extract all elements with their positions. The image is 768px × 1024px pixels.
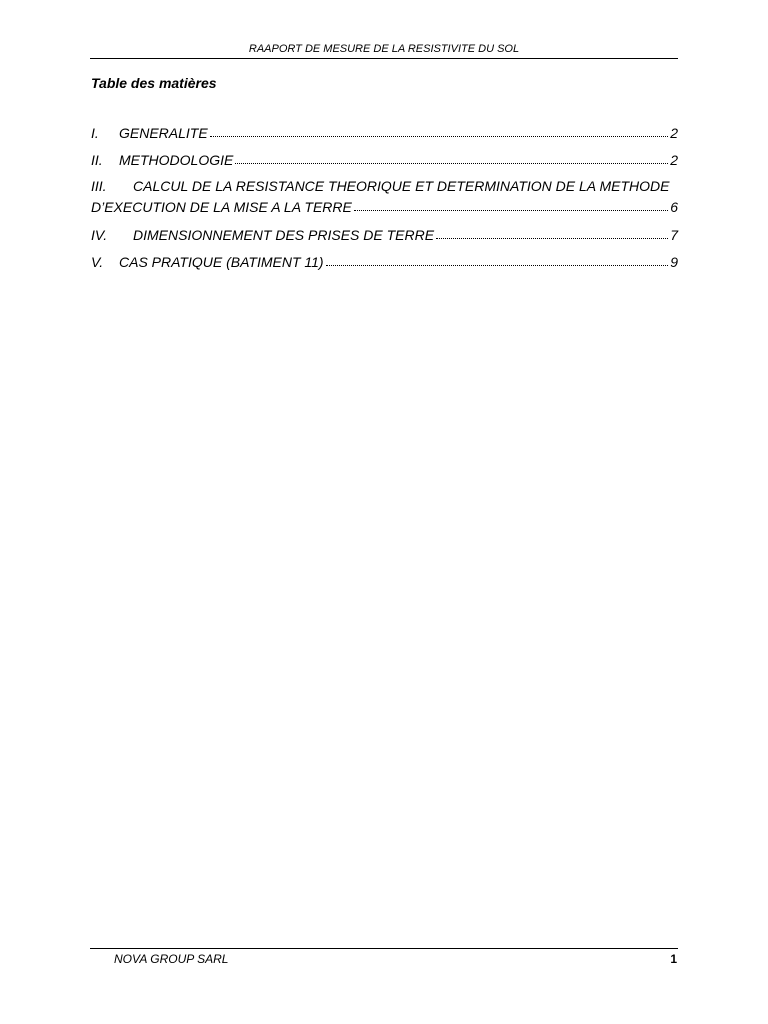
toc-entry-title: METHODOLOGIE: [119, 152, 234, 168]
toc-entry-page: 2: [670, 125, 678, 141]
toc-entry-title-line2: D’EXECUTION DE LA MISE A LA TERRE: [91, 199, 352, 215]
toc-entry-dimensionnement[interactable]: [91, 225, 678, 246]
toc-entry-number: V.: [91, 254, 104, 270]
toc-entry-number: II.: [91, 152, 103, 168]
toc-entry-title: CAS PRATIQUE (BATIMENT 11): [119, 254, 324, 270]
header-divider: [90, 58, 678, 59]
toc-title: Table des matières: [91, 75, 217, 91]
toc-entry-page: 6: [670, 199, 678, 215]
dot-leader: [436, 237, 668, 239]
toc-entry-generalite[interactable]: [91, 123, 678, 144]
toc-entry-title-line1: CALCUL DE LA RESISTANCE THEORIQUE ET DETERMINATION DE LA METHODE: [133, 178, 670, 194]
toc-entry-title: DIMENSIONNEMENT DES PRISES DE TERRE: [133, 227, 435, 243]
footer-company: NOVA GROUP SARL: [114, 952, 229, 966]
toc-entry-number: I.: [91, 125, 99, 141]
toc-entry-number: IV.: [91, 227, 108, 243]
toc-entry-page: 9: [670, 254, 678, 270]
toc-entry-cas-pratique[interactable]: [91, 252, 678, 273]
dot-leader: [326, 264, 669, 266]
toc-entry-title: GENERALITE: [119, 125, 208, 141]
toc-entry-number: III.: [91, 178, 107, 194]
dot-leader: [235, 162, 668, 164]
running-header: RAAPORT DE MESURE DE LA RESISTIVITE DU SOL: [248, 43, 520, 55]
toc-entry-calcul-resistance[interactable]: [91, 176, 678, 218]
toc-entry-page: 7: [670, 227, 678, 243]
footer-page-number: 1: [670, 952, 677, 966]
dot-leader: [354, 209, 668, 211]
dot-leader: [210, 135, 669, 137]
toc-entry-page: 2: [670, 152, 678, 168]
toc-entry-methodologie[interactable]: [91, 150, 678, 171]
footer-divider: [90, 948, 678, 949]
